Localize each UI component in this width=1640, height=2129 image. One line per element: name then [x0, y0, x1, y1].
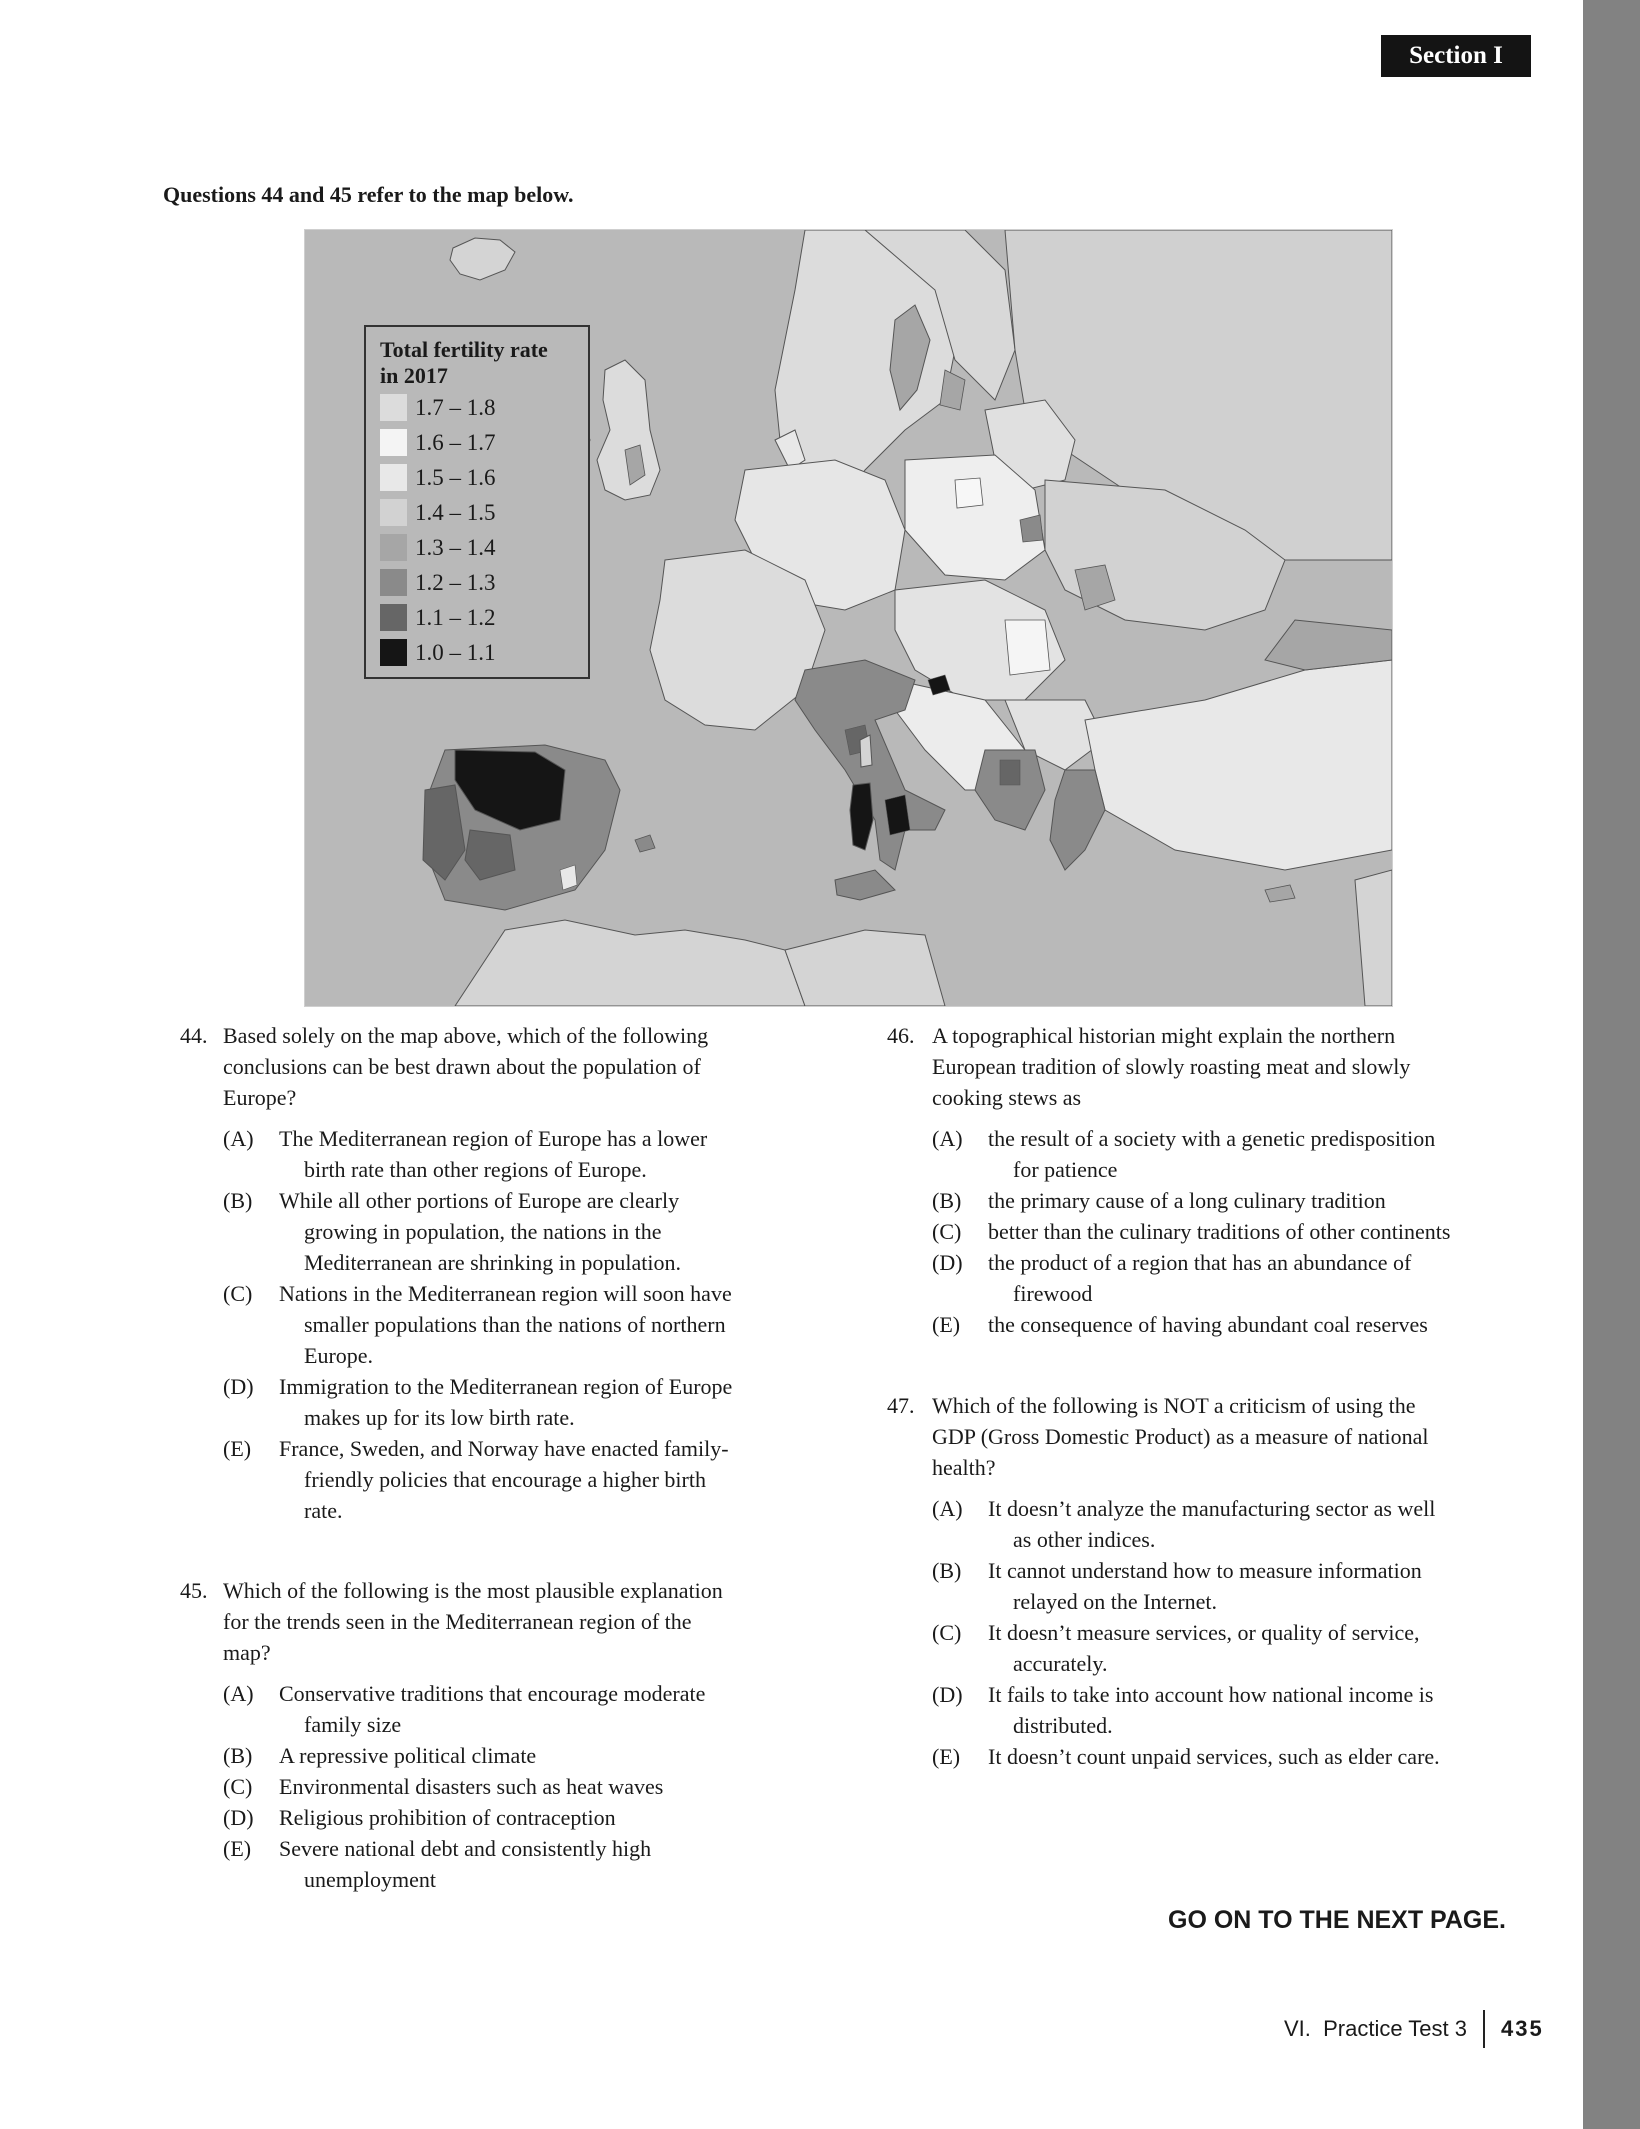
option-b[interactable]: (B) While all other portions of Europe are clearly growing in population, the nations in the Mediterranean are shrinking in population. [223, 1188, 681, 1275]
legend-item: 1.0 – 1.1 [380, 639, 496, 666]
legend-swatch [380, 604, 407, 631]
page-number: 435 [1501, 2016, 1544, 2041]
option-c[interactable]: (C) Nations in the Mediterranean region will soon have smaller populations than the nations of northern Europe. [223, 1281, 732, 1368]
legend-swatch [380, 569, 407, 596]
answer-options [223, 1123, 732, 1526]
section-badge: Section I [1381, 35, 1531, 77]
question-stem: Based solely on the map above, which of the following conclusions can be best drawn about the population of Europe? [223, 1023, 709, 1110]
page-edge-bar [1583, 0, 1640, 2129]
legend-item: 1.2 – 1.3 [380, 569, 496, 596]
option-b[interactable]: (B) the primary cause of a long culinary tradition [932, 1188, 1386, 1213]
legend-swatch [380, 429, 407, 456]
chapter-label: VI. Practice Test 3 [1284, 2016, 1468, 2041]
legend-item: 1.4 – 1.5 [380, 499, 496, 526]
answer-options [223, 1678, 705, 1895]
questions-intro: Questions 44 and 45 refer to the map below. [163, 182, 574, 207]
go-on-next-page: GO ON TO THE NEXT PAGE. [1168, 1906, 1507, 1934]
page-footer [1284, 2010, 1544, 2048]
legend-swatch [380, 534, 407, 561]
legend-swatch [380, 499, 407, 526]
option-c[interactable]: (C) Environmental disasters such as heat waves [223, 1774, 664, 1799]
legend-item: 1.1 – 1.2 [380, 604, 496, 631]
legend-swatch [380, 464, 407, 491]
answer-options [932, 1123, 1450, 1340]
legend-item: 1.7 – 1.8 [380, 394, 496, 421]
option-c[interactable]: (C) better than the culinary traditions of other continents [932, 1219, 1451, 1244]
answer-options [932, 1493, 1440, 1772]
option-d[interactable]: (D) It fails to take into account how national income is distributed. [932, 1682, 1434, 1738]
question-stem: Which of the following is the most plausible explanation for the trends seen in the Mediterranean region of the map? [223, 1578, 723, 1665]
option-e[interactable]: (E) It doesn’t count unpaid services, such as elder care. [932, 1744, 1440, 1769]
option-a[interactable]: (A) The Mediterranean region of Europe has a lower birth rate than other regions of Europe. [223, 1126, 708, 1182]
option-d[interactable]: (D) the product of a region that has an abundance of firewood [932, 1250, 1412, 1306]
legend-item: 1.5 – 1.6 [380, 464, 496, 491]
option-a[interactable]: (A) Conservative traditions that encourage moderate family size [223, 1681, 706, 1737]
option-d[interactable]: (D) Immigration to the Mediterranean region of Europe makes up for its low birth rate. [223, 1374, 733, 1430]
legend-swatch [380, 394, 407, 421]
option-b[interactable]: (B) It cannot understand how to measure information relayed on the Internet. [932, 1558, 1422, 1614]
legend-item: 1.6 – 1.7 [380, 429, 496, 456]
option-e[interactable]: (E) the consequence of having abundant coal reserves [932, 1312, 1428, 1337]
fertility-map [304, 229, 1393, 1007]
legend-swatch [380, 639, 407, 666]
map-legend [364, 325, 590, 679]
legend-item: 1.3 – 1.4 [380, 534, 496, 561]
option-a[interactable]: (A) the result of a society with a genetic predisposition for patience [932, 1126, 1436, 1182]
legend-title: Total fertility rate in 2017 [380, 337, 548, 388]
option-d[interactable]: (D) Religious prohibition of contraception [223, 1805, 616, 1830]
footer-divider [1483, 2010, 1485, 2048]
option-e[interactable]: (E) France, Sweden, and Norway have enacted family- friendly policies that encourage a higher birth rate. [223, 1436, 729, 1523]
question-stem: A topographical historian might explain the northern European tradition of slowly roasting meat and slowly cooking stews as [932, 1023, 1411, 1110]
option-b[interactable]: (B) A repressive political climate [223, 1743, 537, 1768]
option-c[interactable]: (C) It doesn’t measure services, or quality of service, accurately. [932, 1620, 1420, 1676]
question-stem: Which of the following is NOT a criticism of using the GDP (Gross Domestic Product) as a measure of national health? [932, 1393, 1429, 1480]
option-a[interactable]: (A) It doesn’t analyze the manufacturing sector as well as other indices. [932, 1496, 1436, 1552]
option-e[interactable]: (E) Severe national debt and consistently high unemployment [223, 1836, 652, 1892]
